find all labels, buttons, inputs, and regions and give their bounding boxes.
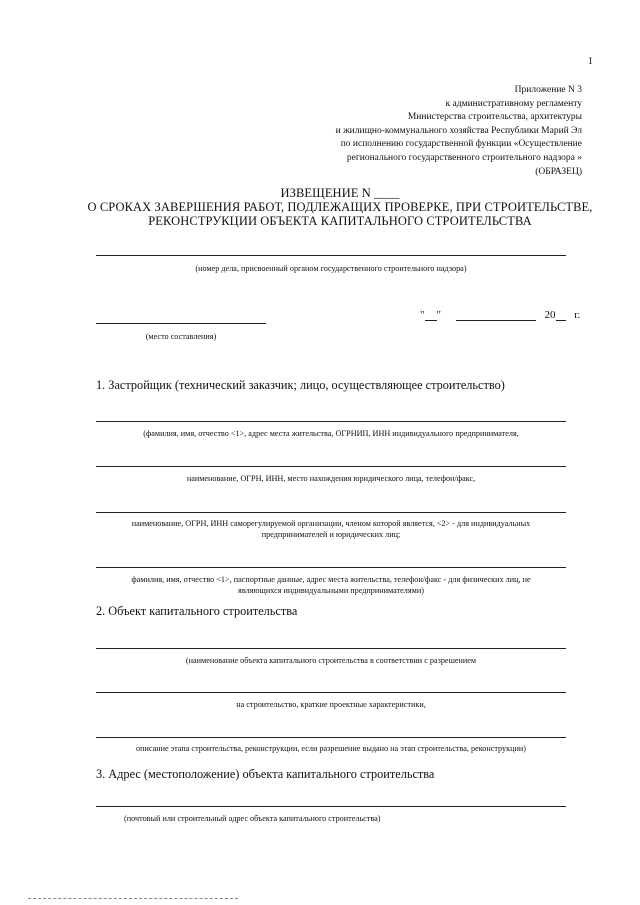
appendix-header [252, 84, 582, 179]
section-1-caption-4b: являющихся индивидуальными предпринимателями) [238, 586, 424, 595]
notice-title: ИЗВЕЩЕНИЕ N ____ [280, 186, 400, 200]
case-number-caption: (номер дела, присвоенный органом государственного строительного надзора) [195, 264, 467, 273]
case-number-line[interactable] [96, 255, 566, 256]
section-1-heading: 1. Застройщик (технический заказчик; лицо, осуществляющее строительство) [96, 378, 505, 392]
appendix-line: к административному регламенту [445, 98, 582, 109]
section-1-line-1[interactable] [96, 421, 566, 422]
date-year-prefix: 20 [544, 309, 556, 321]
section-1-line-2[interactable] [96, 466, 566, 467]
date-open-quote: " [420, 309, 425, 321]
section-2-heading: 2. Объект капитального строительства [96, 604, 298, 618]
appendix-line: Приложение N 3 [514, 85, 582, 95]
place-line[interactable] [96, 323, 266, 324]
footer-divider [28, 898, 238, 899]
date-close-quote: " [436, 309, 441, 321]
section-1-caption-4a: фамилия, имя, отчество <1>, паспортные данные, адрес места жительства, телефон/факс - для физических лиц, не [131, 575, 531, 584]
date-year-blank[interactable] [556, 308, 566, 321]
section-1-caption-3b: предпринимателей и юридических лиц; [261, 530, 401, 539]
section-1-caption-3a: наименование, ОГРН, ИНН саморегулируемой организации, членом которой является, <2> - для индивидуальных [131, 519, 531, 528]
section-3-heading: 3. Адрес (местоположение) объекта капитального строительства [96, 767, 435, 781]
date-day-blank[interactable] [425, 308, 437, 321]
page-number: 1 [588, 56, 593, 67]
appendix-line: регионального государственного строительного надзора » [346, 152, 582, 163]
section-1-line-4[interactable] [96, 567, 566, 568]
place-caption: (место составления) [145, 332, 217, 341]
appendix-line: Министерства строительства, архитектуры [407, 112, 582, 123]
notice-subtitle-line-2: РЕКОНСТРУКЦИИ ОБЪЕКТА КАПИТАЛЬНОГО СТРОИТЕЛЬСТВА [148, 214, 532, 228]
notice-subtitle-line-1: О СРОКАХ ЗАВЕРШЕНИЯ РАБОТ, ПОДЛЕЖАЩИХ ПРОВЕРКЕ, ПРИ СТРОИТЕЛЬСТВЕ, [87, 200, 593, 214]
date-year-suffix: г. [574, 309, 581, 321]
section-1-line-3[interactable] [96, 512, 566, 513]
date-month-blank[interactable] [456, 308, 536, 321]
section-2-caption-1: (наименование объекта капитального строительства в соответствии с разрешением [185, 656, 477, 665]
section-2-caption-3: описание этапа строительства, реконструкции, если разрешение выдано на этап строительства, реконструкции) [135, 744, 526, 753]
section-1-caption-1: (фамилия, имя, отчество <1>, адрес места жительства, ОГРНИП, ИНН индивидуального предпринимателя, [143, 429, 519, 438]
section-2-caption-2: на строительство, краткие проектные характеристики, [236, 700, 426, 709]
date-field[interactable] [420, 308, 580, 321]
section-1-caption-2: наименование, ОГРН, ИНН, место нахождения юридического лица, телефон/факс, [186, 474, 476, 483]
section-2-line-1[interactable] [96, 648, 566, 649]
appendix-line: (ОБРАЗЕЦ) [535, 166, 582, 177]
appendix-line: и жилищно-коммунального хозяйства Республики Марий Эл [335, 125, 582, 136]
section-3-caption: (почтовый или строительный адрес объекта капитального строительства) [124, 814, 381, 823]
section-2-line-3[interactable] [96, 737, 566, 738]
section-3-line[interactable] [96, 806, 566, 807]
appendix-line: по исполнению государственной функции «Осуществление [340, 139, 582, 150]
section-2-line-2[interactable] [96, 692, 566, 693]
